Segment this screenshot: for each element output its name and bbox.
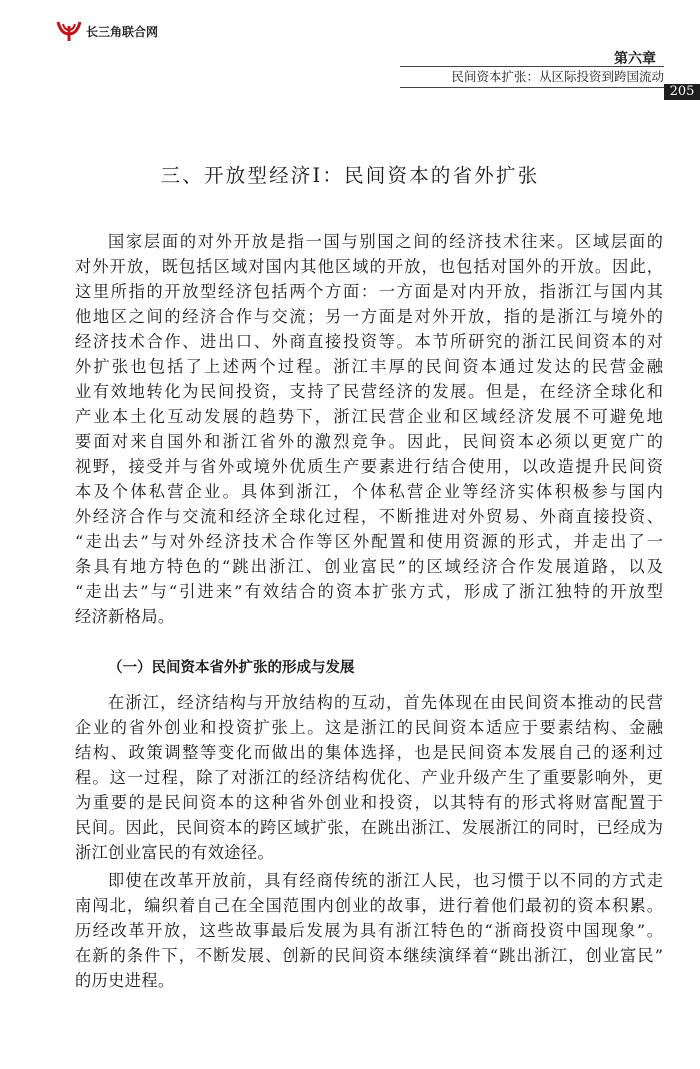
text-line: 对外开放，既包括区域对国内其他区域的开放，也包括对国外的开放。因此， bbox=[75, 257, 663, 276]
text-line: 历经改革开放，这些故事最后发展为具有浙江特色的“浙商投资中国现象”。 bbox=[75, 921, 663, 940]
text-line: “走出去”与对外经济技术合作等区外配置和使用资源的形式，并走出了一 bbox=[75, 532, 663, 551]
text-line: 南闯北，编织着自己在全国范围内创业的故事，进行着他们最初的资本积累。 bbox=[75, 896, 663, 915]
paragraph-2 bbox=[75, 690, 663, 865]
text-line: 国家层面的对外开放是指一国与别国之间的经济技术往来。区域层面的 bbox=[108, 232, 663, 251]
text-line: “走出去”与“引进来”有效结合的资本扩张方式，形成了浙江独特的开放型 bbox=[75, 582, 663, 601]
text-line: 经济新格局。 bbox=[75, 607, 175, 626]
text-line: 条具有地方特色的“跳出浙江、创业富民”的区域经济合作发展道路，以及 bbox=[75, 557, 663, 576]
text-line: 在浙江，经济结构与开放结构的互动，首先体现在由民间资本推动的民营 bbox=[108, 693, 663, 712]
running-head: 民间资本扩张：从区际投资到跨国流动 bbox=[400, 66, 664, 88]
text-line: 外经济合作与交流和经济全球化过程，不断推进对外贸易、外商直接投资、 bbox=[75, 507, 663, 526]
text-line: 他地区之间的经济合作与交流；另一方面是对外开放，指的是浙江与境外的 bbox=[75, 307, 663, 326]
section-title: 三、开放型经济Ⅰ：民间资本的省外扩张 bbox=[160, 164, 540, 187]
chapter-label: 第六章 bbox=[614, 51, 656, 67]
text-line: 视野，接受并与省外或境外优质生产要素进行结合使用，以改造提升民间资 bbox=[75, 457, 663, 476]
text-line: 要面对来自国外和浙江省外的激烈竞争。因此，民间资本必须以更宽广的 bbox=[75, 432, 663, 451]
text-line: 即使在改革开放前，具有经商传统的浙江人民，也习惯于以不同的方式走 bbox=[108, 871, 663, 890]
text-line: 在新的条件下，不断发展、创新的民间资本继续演绎着“跳出浙江，创业富民” bbox=[75, 946, 663, 965]
logo-icon bbox=[56, 20, 82, 42]
text-line: 经济技术合作、进出口、外商直接投资等。本节所研究的浙江民间资本的对 bbox=[75, 332, 663, 351]
text-line: 产业本土化互动发展的趋势下，浙江民营企业和区域经济发展不可避免地 bbox=[75, 407, 663, 426]
logo-text: 长三角联合网 bbox=[86, 24, 159, 39]
text-line: 程。这一过程，除了对浙江的经济结构优化、产业升级产生了重要影响外，更 bbox=[75, 768, 663, 787]
site-logo bbox=[56, 20, 158, 42]
text-line: 的历史进程。 bbox=[75, 971, 175, 990]
text-line: 外扩张也包括了上述两个过程。浙江丰厚的民间资本通过发达的民营金融 bbox=[75, 357, 663, 376]
subheading: （一）民间资本省外扩张的形成与发展 bbox=[108, 660, 355, 676]
text-line: 为重要的是民间资本的这种省外创业和投资，以其特有的形式将财富配置于 bbox=[75, 793, 663, 812]
text-line: 结构、政策调整等变化而做出的集体选择，也是民间资本发展自己的逐利过 bbox=[75, 743, 663, 762]
page-number: 205 bbox=[664, 84, 700, 100]
text-line: 民间。因此，民间资本的跨区域扩张，在跳出浙江、发展浙江的同时，已经成为 bbox=[75, 818, 663, 837]
text-line: 业有效地转化为民间投资，支持了民营经济的发展。但是，在经济全球化和 bbox=[75, 382, 663, 401]
text-line: 本及个体私营企业。具体到浙江，个体私营企业等经济实体积极参与国内 bbox=[75, 482, 663, 501]
text-line: 浙江创业富民的有效途径。 bbox=[75, 843, 275, 862]
text-line: 企业的省外创业和投资扩张上。这是浙江的民间资本适应于要素结构、金融 bbox=[75, 718, 663, 737]
paragraph-3 bbox=[75, 868, 663, 993]
paragraph-1 bbox=[75, 229, 663, 629]
text-line: 这里所指的开放型经济包括两个方面：一方面是对内开放，指浙江与国内其 bbox=[75, 282, 663, 301]
